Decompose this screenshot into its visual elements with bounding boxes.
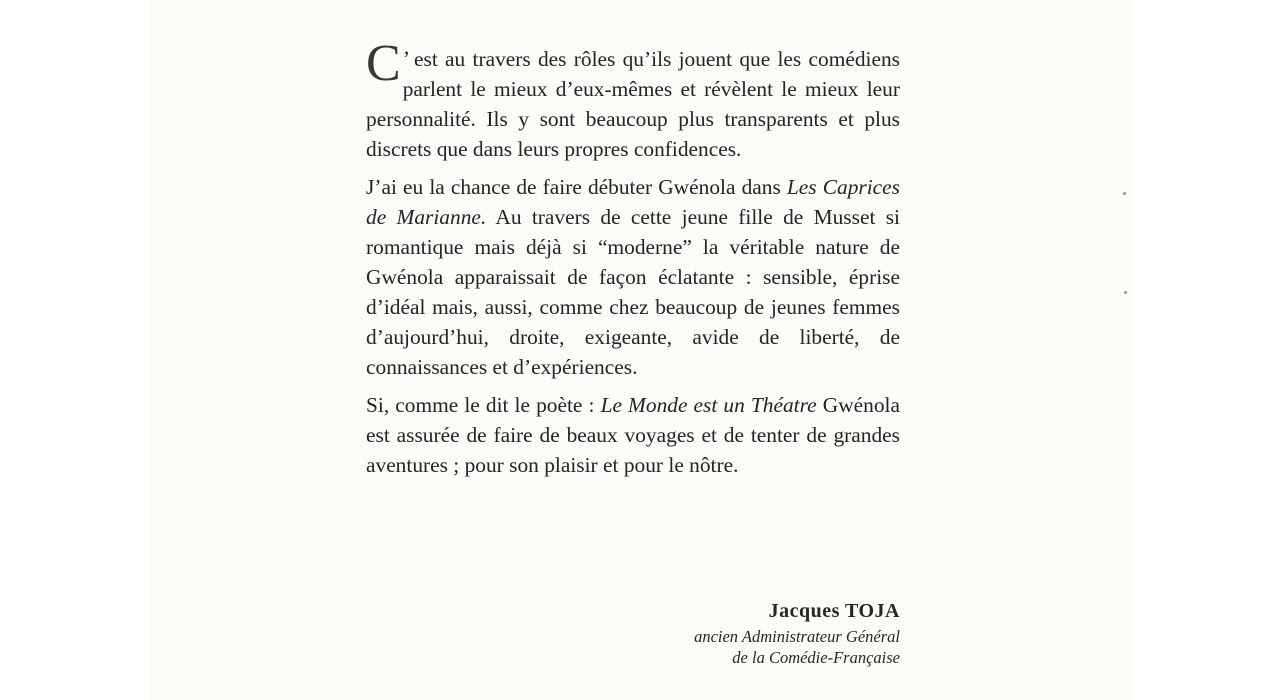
body-text — [366, 35, 900, 488]
paragraph-3-text-b: Gwénola est assurée de faire de beaux voyages et de tenter de grandes aventures ; pour son plaisir et pour le nôtre. — [366, 393, 900, 477]
paragraph-1 — [366, 35, 900, 164]
dropcap-apostrophe: ’ — [402, 46, 411, 71]
paragraph-2-text-a: J’ai eu la chance de faire débuter Gwénola dans — [366, 175, 787, 199]
dropcap-letter: C — [366, 35, 401, 92]
poet-quote: Le Monde est un Théatre — [600, 393, 817, 417]
paragraph-3 — [366, 390, 900, 480]
scan-speck — [1124, 291, 1127, 294]
scan-speck — [1123, 192, 1126, 195]
signature-name: Jacques TOJA — [768, 600, 900, 622]
play-title: Les Caprices de Marianne. — [366, 175, 900, 229]
paragraph-1-text: est au travers des rôles qu’ils jouent que les comédiens parlent le mieux d’eux-mêmes et révèlent le mieux leur personnalité. Ils y sont beaucoup plus transparents et plus discrets que dans leurs propres confidences. — [366, 47, 900, 161]
paragraph-2-text-b: Au travers de cette jeune fille de Musset si romantique mais déjà si “moderne” la véritable nature de Gwénola apparaissait de façon éclatante : sensible, éprise d’idéal mais, aussi, comme chez beaucoup de jeunes femmes d’aujourd’hui, droite, exigeante, avide de liberté, de connaissances et d’expériences. — [366, 205, 900, 379]
paragraph-3-text-a: Si, comme le dit le poète : — [366, 393, 601, 417]
signature-title-line-1: ancien Administrateur Général — [694, 627, 900, 646]
signature-title-line-2: de la Comédie-Française — [732, 648, 900, 667]
paragraph-2 — [366, 172, 900, 382]
